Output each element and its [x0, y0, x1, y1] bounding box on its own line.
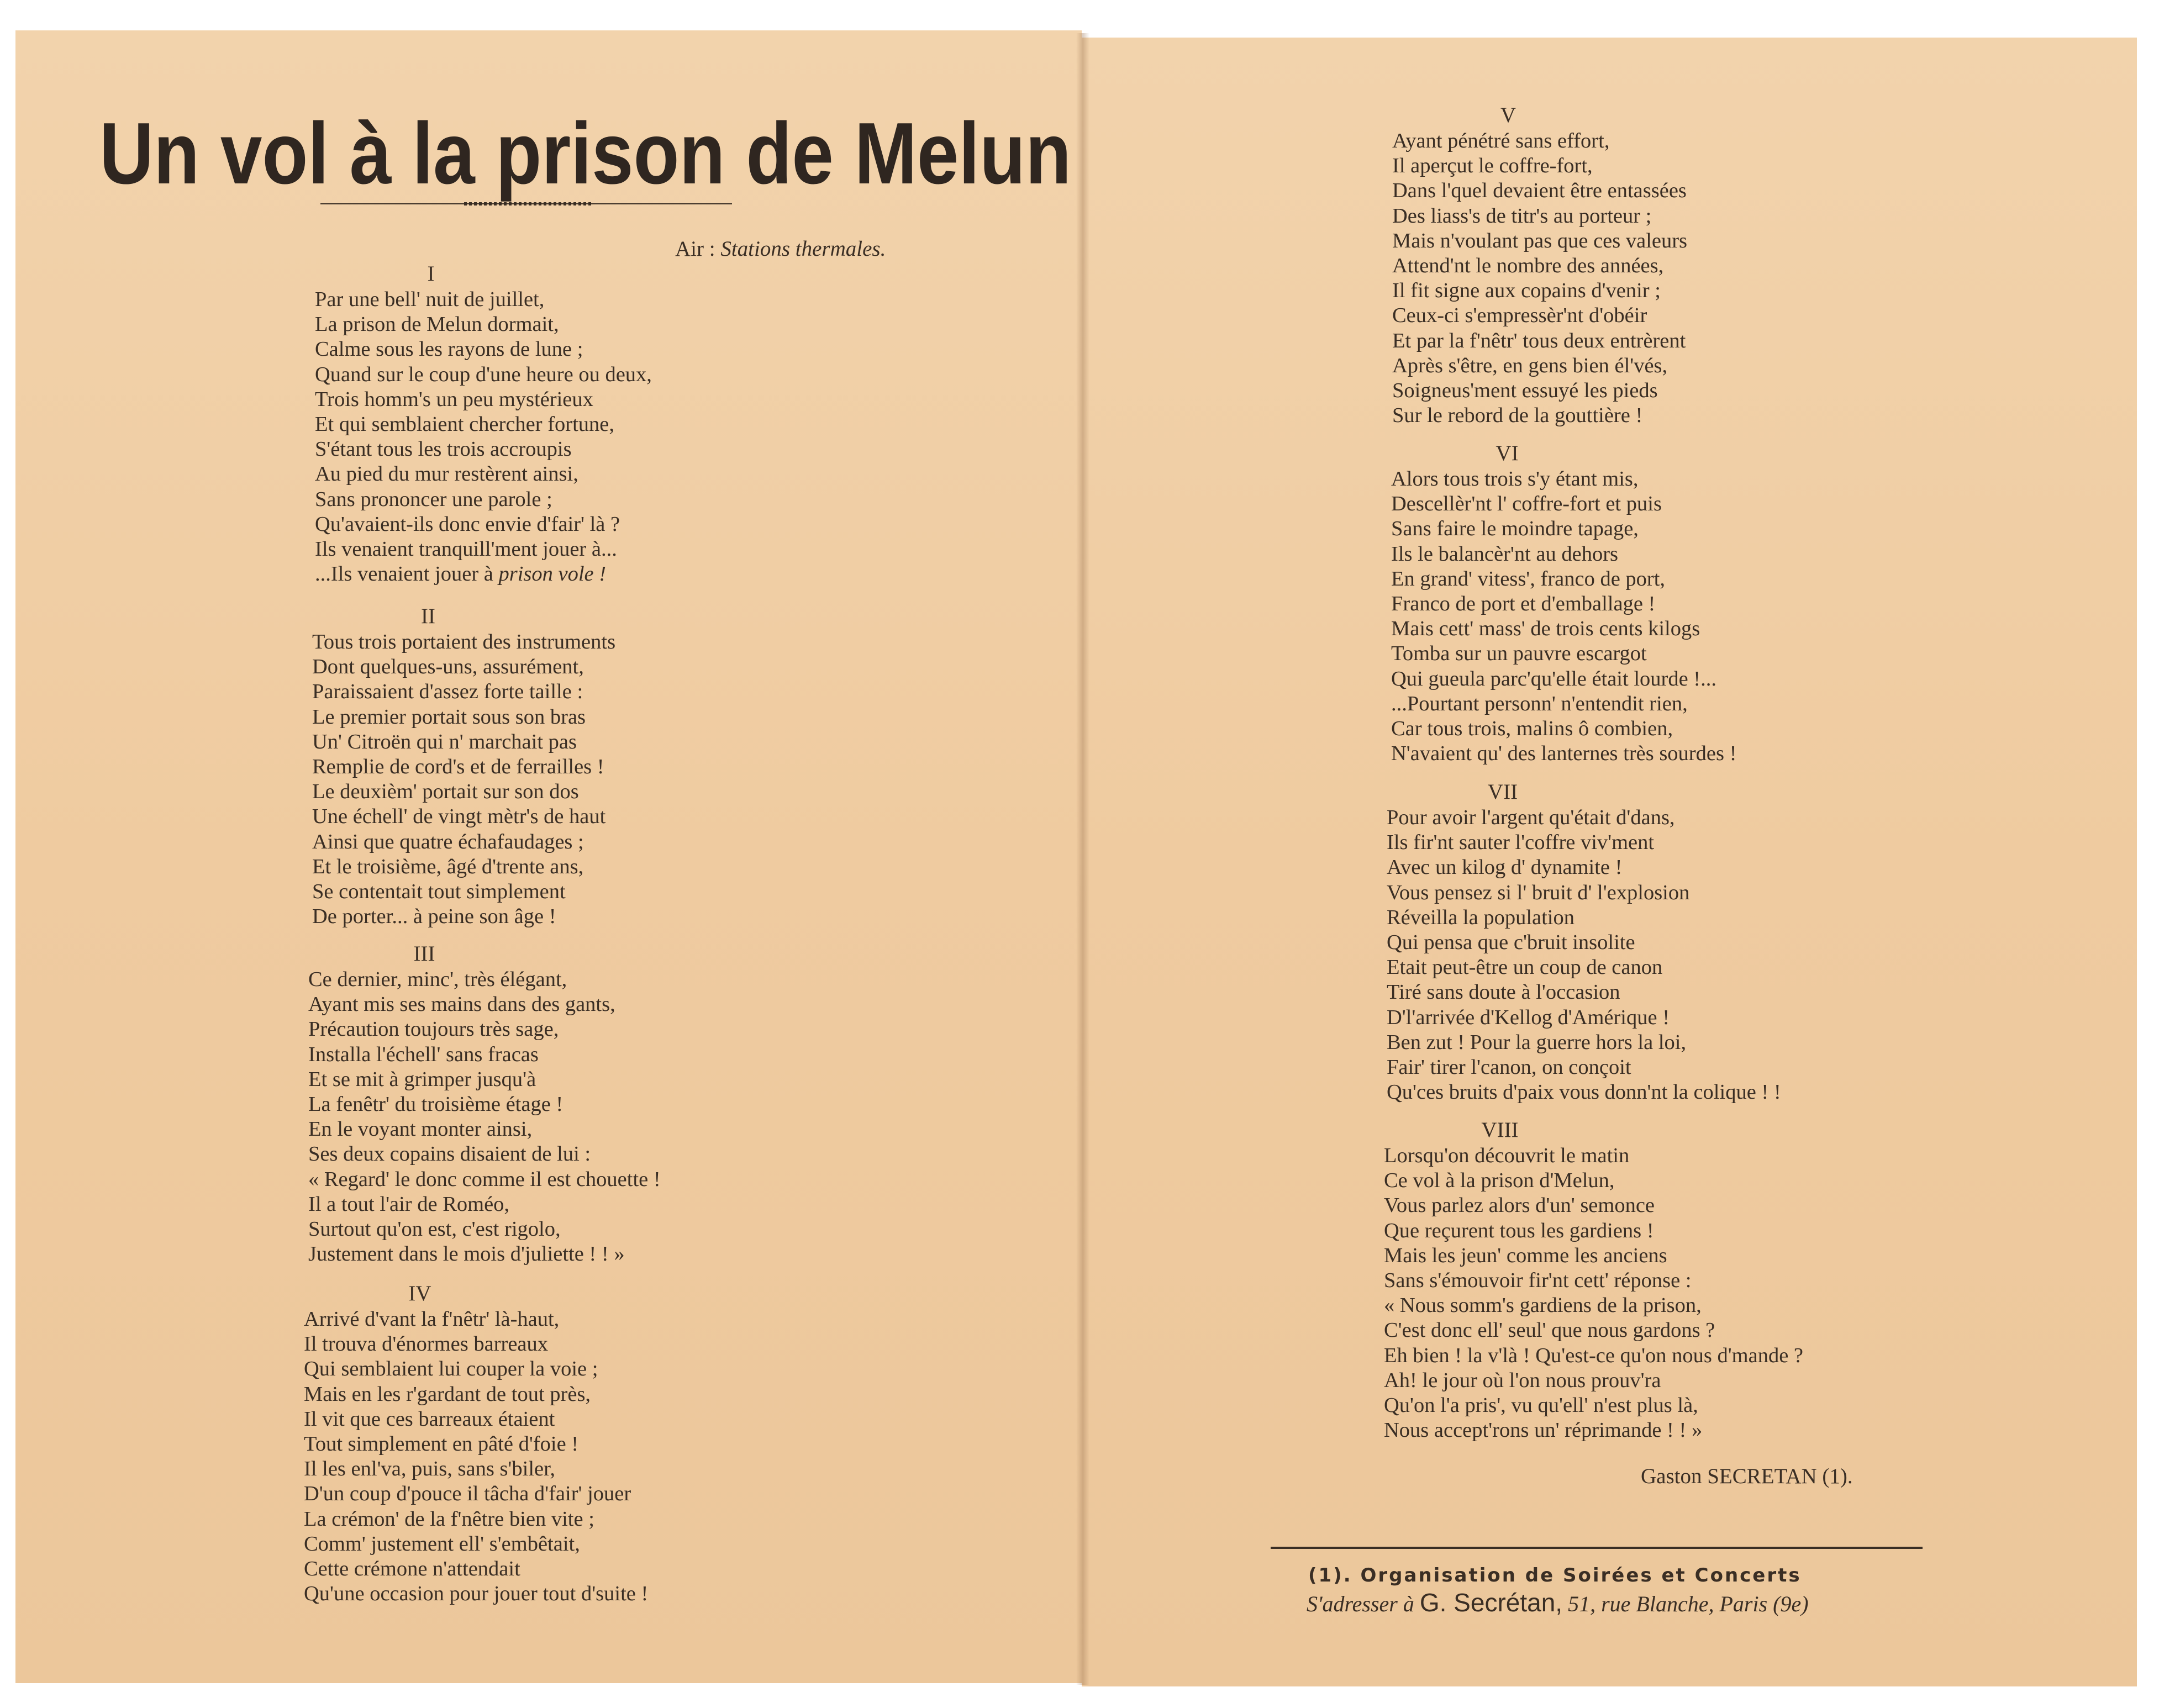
verse-line: Quand sur le coup d'une heure ou deux,: [315, 362, 652, 386]
verse-line: Il trouva d'énormes barreaux: [304, 1332, 549, 1356]
footnote-address-prefix: S'adresser à: [1307, 1591, 1414, 1616]
verse-number: V: [1500, 103, 1516, 127]
verse-line: Sans faire le moindre tapage,: [1391, 517, 1639, 541]
verse-number: IV: [408, 1282, 431, 1305]
verse-line: Sans s'émouvoir fir'nt cett' réponse :: [1384, 1268, 1692, 1292]
verse-6: [1391, 440, 1736, 766]
verse-number: VIII: [1481, 1118, 1519, 1142]
verse-line: C'est donc ell' seul' que nous gardons ?: [1384, 1319, 1715, 1342]
verse-line: ...Pourtant personn' n'entendit rien,: [1391, 692, 1688, 715]
air-label: Air :: [675, 237, 715, 261]
verse-line: Installa l'échell' sans fracas: [308, 1042, 539, 1066]
air-line: [675, 235, 886, 263]
verse-line: Ah! le jour où l'on nous prouv'ra: [1384, 1368, 1661, 1392]
verse-line: Arrivé d'vant la f'nêtr' là-haut,: [304, 1308, 560, 1331]
verse-line: Franco de port et d'emballage !: [1391, 592, 1656, 615]
verse-line: Tomba sur un pauvre escargot: [1391, 642, 1647, 666]
verse-line: [315, 562, 652, 587]
verse-line: Qui pensa que c'bruit insolite: [1387, 930, 1635, 954]
verse-line: Remplie de cord's et de ferrailles !: [312, 755, 604, 778]
verse-line: Et par la f'nêtr' tous deux entrèrent: [1392, 329, 1686, 352]
verse-line: Trois homm's un peu mystérieux: [315, 387, 593, 411]
verse-line: Nous accept'rons un' réprimande ! ! »: [1384, 1419, 1703, 1442]
verse-line: Sur le rebord de la gouttière !: [1392, 404, 1643, 428]
verse-2: [312, 603, 615, 929]
author-signature: Gaston SECRETAN (1).: [1641, 1464, 1853, 1488]
verse-line: Ce dernier, minc', très élégant,: [308, 968, 567, 991]
verse-line: La prison de Melun dormait,: [315, 313, 559, 336]
verse-line-text: ...Ils venaient jouer à: [315, 562, 493, 586]
verse-line: Qu'on l'a pris', vu qu'ell' n'est plus là,: [1384, 1393, 1698, 1417]
verse-line: Ben zut ! Pour la guerre hors la loi,: [1387, 1030, 1687, 1054]
verse-line: Calme sous les rayons de lune ;: [315, 338, 583, 361]
verse-line: Ceux-ci s'empressèr'nt d'obéir: [1392, 304, 1647, 328]
verse-line: Ils venaient tranquill'ment jouer à...: [315, 537, 617, 561]
verse-line: « Nous somm's gardiens de la prison,: [1384, 1294, 1702, 1317]
verse-line: Qu'ces bruits d'paix vous donn'nt la colique ! !: [1387, 1080, 1781, 1104]
verse-line: Il fit signe aux copains d'venir ;: [1392, 279, 1661, 303]
verse-line: Précaution toujours très sage,: [308, 1018, 559, 1041]
verse-line: Tous trois portaient des instruments: [312, 630, 616, 653]
verse-line: Attend'nt le nombre des années,: [1392, 254, 1664, 277]
verse-line: Qui semblaient lui couper la voie ;: [304, 1357, 598, 1381]
verse-line: Il aperçut le coffre-fort,: [1392, 154, 1593, 178]
verse-line: D'l'arrivée d'Kellog d'Amérique !: [1387, 1005, 1670, 1029]
verse-line: Eh bien ! la v'là ! Qu'est-ce qu'on nous d'mande ?: [1384, 1343, 1804, 1367]
verse-line: Réveilla la population: [1387, 905, 1575, 929]
verse-number: VII: [1487, 780, 1518, 804]
verse-line: Mais cett' mass' de trois cents kilogs: [1391, 617, 1700, 641]
verse-line: Mais les jeun' comme les anciens: [1384, 1243, 1667, 1267]
verse-line: Tiré sans doute à l'occasion: [1387, 980, 1620, 1004]
verse-8: [1384, 1117, 1803, 1443]
verse-line: Descellèr'nt l' coffre-fort et puis: [1391, 492, 1662, 516]
footnote-name: G. Secrétan,: [1419, 1588, 1563, 1617]
verse-line: Ayant mis ses mains dans des gants,: [308, 993, 615, 1016]
verse-line: Vous pensez si l' bruit d' l'explosion: [1387, 881, 1690, 904]
footnote-line-2: [1307, 1589, 1809, 1618]
verse-7: [1387, 779, 1781, 1105]
verse-number: III: [413, 942, 435, 966]
verse-line: Etait peut-être un coup de canon: [1387, 956, 1663, 979]
verse-4: [304, 1280, 648, 1606]
verse-line: Et le troisième, âgé d'trente ans,: [312, 855, 584, 878]
verse-line: Qu'avaient-ils donc envie d'fair' là ?: [315, 512, 620, 536]
verse-line: Mais en les r'gardant de tout près,: [304, 1382, 591, 1406]
verse-line: Avec un kilog d' dynamite !: [1387, 856, 1623, 879]
verse-line: Alors tous trois s'y étant mis,: [1391, 467, 1639, 491]
footnote-address: 51, rue Blanche, Paris (9e): [1568, 1591, 1809, 1616]
verse-line: Cette crémone n'attendait: [304, 1557, 520, 1580]
verse-5: [1392, 102, 1687, 428]
verse-line: Un' Citroën qui n' marchait pas: [312, 730, 577, 753]
verse-line: Il vit que ces barreaux étaient: [304, 1407, 555, 1431]
verse-line: Il a tout l'air de Roméo,: [308, 1192, 510, 1216]
verse-line: Des liass's de titr's au porteur ;: [1392, 204, 1652, 228]
verse-line: D'un coup d'pouce il tâcha d'fair' jouer: [304, 1482, 631, 1506]
verse-line: N'avaient qu' des lanternes très sourdes !: [1391, 742, 1737, 766]
verse-line: De porter... à peine son âge !: [312, 905, 556, 929]
verse-number: I: [427, 262, 435, 286]
verse-line: Dont quelques-uns, assurément,: [312, 655, 584, 679]
verse-line: Fair' tirer l'canon, on conçoit: [1387, 1055, 1631, 1079]
verse-line: Que reçurent tous les gardiens !: [1384, 1219, 1654, 1242]
verse-line: Sans prononcer une parole ;: [315, 487, 552, 511]
verse-line: Dans l'quel devaient être entassées: [1392, 179, 1687, 203]
verse-line: « Regard' le donc comme il est chouette !: [308, 1167, 661, 1191]
verse-line: S'étant tous les trois accroupis: [315, 437, 572, 461]
verse-line: Ils le balancèr'nt au dehors: [1391, 542, 1619, 566]
verse-line: Soigneus'ment essuyé les pieds: [1392, 378, 1658, 402]
footnote-divider: [1271, 1547, 1923, 1549]
verse-line: Lorsqu'on découvrit le matin: [1384, 1144, 1630, 1167]
verse-line: Le deuxièm' portait sur son dos: [312, 780, 579, 804]
verse-line: Après s'être, en gens bien él'vés,: [1392, 354, 1668, 377]
verse-number: VI: [1495, 441, 1519, 465]
verse-line: Une échell' de vingt mètr's de haut: [312, 805, 606, 829]
verse-line: Qui gueula parc'qu'elle était lourde !...: [1391, 667, 1717, 690]
verse-line: Ses deux copains disaient de lui :: [308, 1142, 591, 1166]
title-divider: [320, 200, 732, 208]
verse-line: Et se mit à grimper jusqu'à: [308, 1067, 536, 1091]
verse-1: [315, 261, 652, 587]
footnote-line-1: (1). Organisation de Soirées et Concerts: [1308, 1564, 1802, 1586]
verse-line: Ils fir'nt sauter l'coffre viv'ment: [1387, 831, 1655, 855]
page-fold: [1076, 33, 1089, 1685]
verse-line: Le premier portait sous son bras: [312, 705, 586, 729]
verse-line: Pour avoir l'argent qu'était d'dans,: [1387, 806, 1675, 829]
verse-emphasis: prison vole !: [498, 562, 607, 586]
verse-line: Et qui semblaient chercher fortune,: [315, 412, 614, 436]
air-tune: Stations thermales.: [720, 237, 886, 261]
verse-line: Paraissaient d'assez forte taille :: [312, 680, 583, 704]
verse-line: En le voyant monter ainsi,: [308, 1117, 533, 1141]
verse-line: Se contentait tout simplement: [312, 879, 566, 903]
verse-3: [308, 941, 661, 1267]
verse-line: La crémon' de la f'nêtre bien vite ;: [304, 1507, 594, 1531]
verse-number: II: [421, 604, 435, 628]
verse-line: Ainsi que quatre échafaudages ;: [312, 830, 584, 853]
verse-line: Justement dans le mois d'juliette ! ! »: [308, 1242, 625, 1266]
verse-line: Par une bell' nuit de juillet,: [315, 288, 545, 311]
verse-line: Ce vol à la prison d'Melun,: [1384, 1169, 1615, 1193]
verse-line: En grand' vitess', franco de port,: [1391, 567, 1666, 591]
verse-line: Au pied du mur restèrent ainsi,: [315, 462, 578, 486]
verse-line: La fenêtr' du troisième étage !: [308, 1092, 564, 1116]
verse-line: Vous parlez alors d'un' semonce: [1384, 1194, 1655, 1217]
verse-line: Comm' justement ell' s'embêtait,: [304, 1532, 580, 1556]
verse-line: Il les enl'va, puis, sans s'biler,: [304, 1457, 556, 1481]
verse-line: Tout simplement en pâté d'foie !: [304, 1432, 579, 1456]
verse-line: Qu'une occasion pour jouer tout d'suite !: [304, 1582, 649, 1606]
verse-line: Mais n'voulant pas que ces valeurs: [1392, 229, 1688, 252]
song-title: Un vol à la prison de Melun: [99, 105, 1072, 202]
verse-line: Ayant pénétré sans effort,: [1392, 129, 1610, 152]
verse-line: Surtout qu'on est, c'est rigolo,: [308, 1217, 561, 1241]
verse-line: Car tous trois, malins ô combien,: [1391, 716, 1673, 740]
